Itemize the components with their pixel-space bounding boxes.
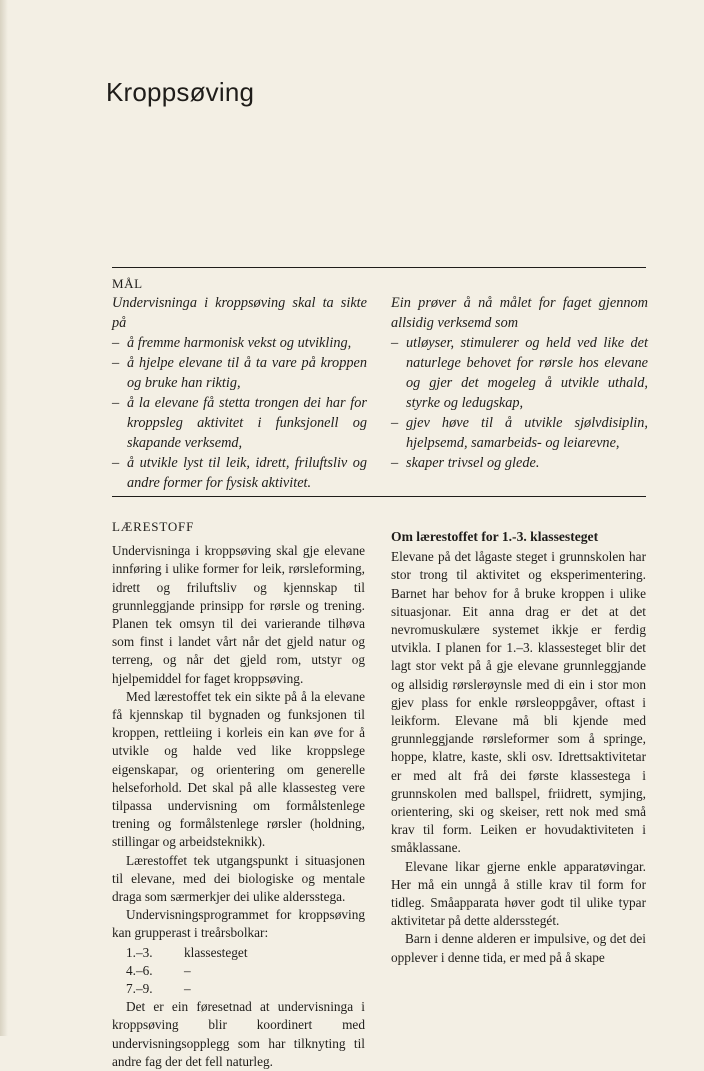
paragraph: Det er ein føresetnad at undervisninga i kroppsøving blir koordinert med undervisningsopplegg som har tilknyting til andre fag der det fell naturleg.: [112, 999, 365, 1069]
body-right-column: [391, 514, 646, 967]
methods-intro: Ein prøver å nå målet for faget gjennom allsidig verksemd som: [391, 295, 648, 331]
period-item: 4.–6. –: [126, 962, 191, 978]
period-item: 7.–9. –: [126, 981, 191, 997]
goals-right-column: [391, 293, 648, 473]
period-list: [126, 944, 365, 999]
paragraph: Lærestoffet tek utgangspunkt i situasjonen til elevane, med dei biologiske og mentale draga som særmerkjer dei ulike aldersstega.: [112, 852, 365, 905]
paragraph: Undervisninga i kroppsøving skal gje elevane innføring i ulike former for leik, rørsleforming, idrett og friluftsliv og kjennskap til grunnleggjande prinsipp for rørsle og trening. Planen tek omsyn til dei varierande tilhøva som finst i landet vårt når det gjeld natur og terreng, og når det gjeld rom, utstyr og hjelpemiddel for faget kroppsøving.: [112, 543, 365, 686]
goals-left-column: [112, 293, 367, 493]
goals-intro: Undervisninga i kroppsøving skal ta sikte på: [112, 295, 367, 331]
method-item: – gjev høve til å utvikle sjølvdisiplin, hjelpsemd, samarbeids- og leiarevne,: [391, 415, 648, 451]
paragraph: Undervisningsprogrammet for kroppsøving kan grupperast i treårsbolkar:: [112, 907, 365, 941]
goal-item: – å la elevane få stetta trongen dei har for kroppsleg aktivitet i funksjonell og skapande verksemd,: [112, 395, 367, 451]
top-divider: [112, 267, 646, 268]
goal-item: – å fremme harmonisk vekst og utvikling,: [112, 335, 352, 351]
mal-heading: MÅL: [112, 276, 143, 291]
om-laerestoff-heading: Om lærestoffet for 1.-3. klassesteget: [391, 529, 599, 544]
bottom-divider: [112, 496, 646, 497]
period-item: 1.–3. klassesteget: [126, 944, 248, 960]
paragraph: Med lærestoffet tek ein sikte på å la elevane få kjennskap til bygnaden og funksjonen til kroppen, rettleiing i korleis ein kan øve for å utvikle og halde ved like kroppslege eigenskapar, og orientering om generelle helseforhold. Det skal på alle klassesteg vere tilpassa undervisning om formålstenlege trening og formålstenlege rørsler (holdning, stillingar og arbeidsteknikk).: [112, 688, 365, 850]
page-title: Kroppsøving: [106, 77, 255, 108]
method-item: – skaper trivsel og glede.: [391, 455, 540, 471]
body-left-column: [112, 518, 365, 1071]
paragraph: Barn i denne alderen er impulsive, og det dei opplever i denne tida, er med på å skape: [391, 931, 646, 965]
goal-item: – å hjelpe elevane til å ta vare på kroppen og bruke han riktig,: [112, 355, 367, 391]
paragraph: Elevane på det lågaste steget i grunnskolen har stor trong til aktivitet og eksperimentering. Barnet har behov for å bruke kroppen i ulike situasjonar. Eit anna drag er det at det nevromuskulære systemet ikkje er ferdig utvikla. I planen for 1.–3. klassesteget blir det lagt stor vekt på å gje elevane grunnleggjande og allsidig rørslerøynsle med di ein i stor mon gjev plass for enkle rørsleoppgåver, oftast i leikform. Elevane må bli kjende med grunnleggjande rørsleformer som å springe, hoppe, klatre, kaste, skli osv. Idrettsaktivitetar er med alt frå dei første klassestega i grunnskolen med ballspel, friidrett, symjing, orientering, ski og skeiser, rett nok med små krav til form. Leiken er hovudaktiviteten i småklassane.: [391, 549, 646, 856]
method-item: – utløyser, stimulerer og held ved like det naturlege behovet for rørsle hos elevane og gjer det mogeleg å utvikle uthald, styrke og ledugskap,: [391, 335, 648, 411]
goal-item: – å utvikle lyst til leik, idrett, friluftsliv og andre former for fysisk aktivitet.: [112, 455, 367, 491]
laerestoff-heading: LÆRESTOFF: [112, 519, 195, 534]
paragraph: Elevane likar gjerne enkle apparatøvingar. Her må ein unngå å stille krav til form for tidleg. Småapparata høver godt til ulike typar aktivitetar på dette aldersstegét.: [391, 858, 646, 929]
